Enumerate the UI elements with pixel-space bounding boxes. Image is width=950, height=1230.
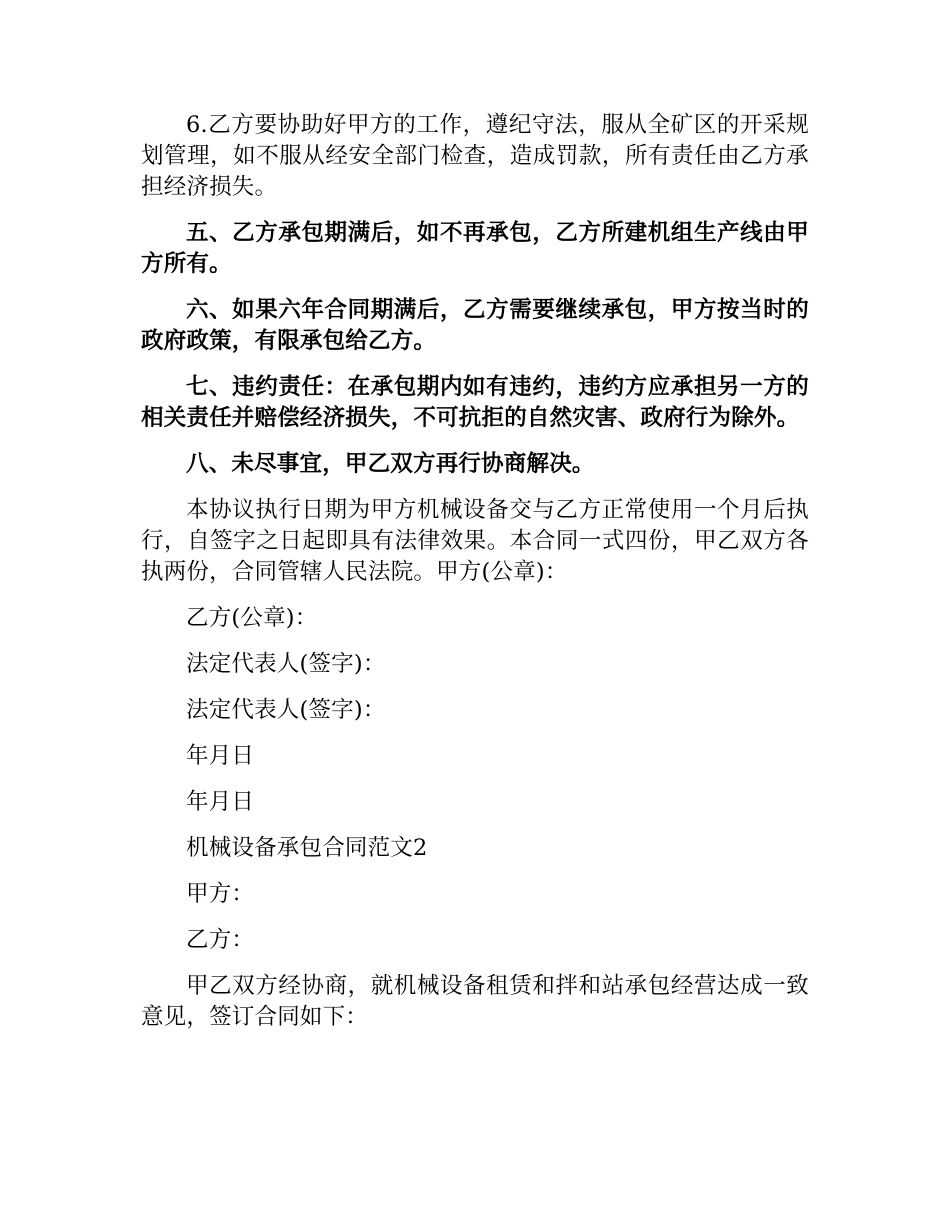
legal-rep-signature-line: 法定代表人(签字)：	[186, 651, 386, 677]
document-body	[141, 110, 809, 1048]
date-line: 年月日	[186, 743, 255, 769]
contract-sample-title: 机械设备承包合同范文2	[186, 835, 428, 861]
paragraph-effective-date: 本协议执行日期为甲方机械设备交与乙方正常使用一个月后执行，自签字之日起即具有法律效果。本合同一式四份，甲乙双方各执两份，合同管辖人民法院。甲方(公章)：	[141, 497, 809, 585]
date-line: 年月日	[186, 789, 255, 815]
paragraph-section-7-liability: 七、违约责任：在承包期内如有违约，违约方应承担另一方的相关责任并赔偿经济损失，不可抗拒的自然灾害、政府行为除外。	[141, 374, 809, 431]
paragraph-agreement-intro: 甲乙双方经协商，就机械设备租赁和拌和站承包经营达成一致意见，签订合同如下：	[141, 973, 809, 1030]
party-b-line: 乙方：	[186, 927, 255, 953]
paragraph-clause-6: 6.乙方要协助好甲方的工作，遵纪守法，服从全矿区的开采规划管理，如不服从经安全部门检查，造成罚款，所有责任由乙方承担经济损失。	[141, 112, 809, 200]
party-a-line: 甲方：	[186, 881, 255, 907]
paragraph-section-6: 六、如果六年合同期满后，乙方需要继续承包，甲方按当时的政府政策，有限承包给乙方。	[141, 297, 809, 354]
party-b-seal-line: 乙方(公章)：	[186, 605, 318, 631]
paragraph-section-8: 八、未尽事宜，甲乙双方再行协商解决。	[186, 451, 595, 477]
paragraph-section-5: 五、乙方承包期满后，如不再承包，乙方所建机组生产线由甲方所有。	[141, 220, 809, 277]
legal-rep-signature-line: 法定代表人(签字)：	[186, 697, 386, 723]
